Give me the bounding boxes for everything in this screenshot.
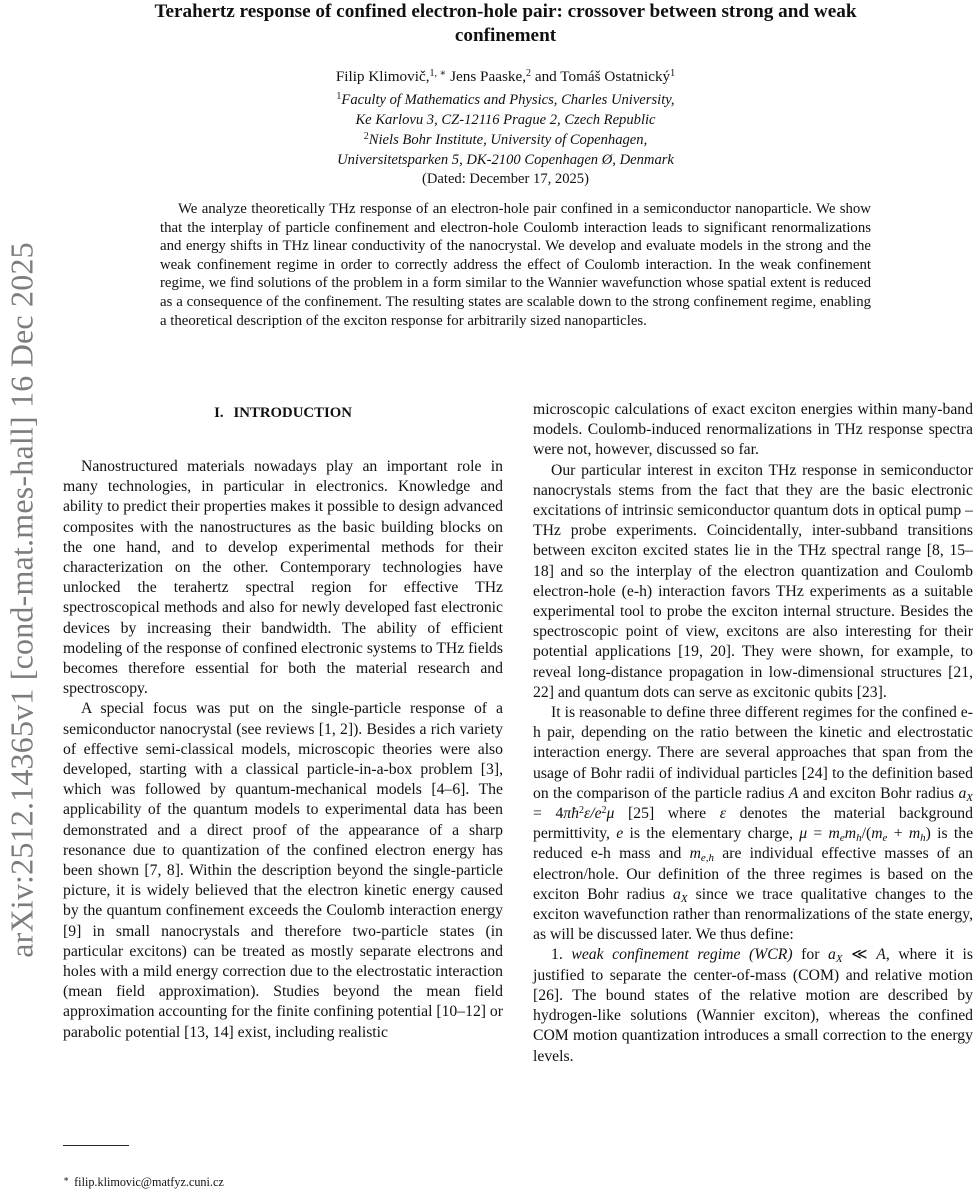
text-run: are individual effective masses of an electron/hole. Our definition of the three regimes is based on the exciton Bohr radius xyxy=(533,845,973,903)
math-bohr-radius-formula: $a_X$ = $4\pi ħ^2\varepsilon/e^2\mu$ xyxy=(533,784,973,823)
author-list xyxy=(60,68,951,86)
text-run: for xyxy=(801,946,820,964)
affiliation-text: Niels Bohr Institute, University of Copenhagen, xyxy=(368,132,648,148)
arxiv-id: arXiv:2512.14365v1 [cond-mat.mes-hall] 16 Dec 2025 xyxy=(3,242,40,958)
left-column xyxy=(63,400,503,1043)
text-run: is the reduced e-h mass and xyxy=(533,825,973,863)
author-name: Filip Klimovič, xyxy=(335,68,430,85)
author-affiliation-mark: 1 xyxy=(670,68,676,79)
author-name: Jens Paaske, xyxy=(450,68,527,85)
paragraph-wcr xyxy=(533,945,973,1066)
text-run: since we trace qualitative changes to the exciton wavefunction rather than renormalizations of the state energy, as will be discussed later. We thus define: xyxy=(533,885,973,944)
text-run: denotes the material background permittivity, xyxy=(533,805,973,843)
text-run: and exciton Bohr radius xyxy=(802,784,955,802)
text-run: is the elementary charge, xyxy=(629,825,794,843)
affiliation-2-line-2 xyxy=(60,151,951,169)
paragraph: microscopic calculations of exact exciton energies within many-band models. Coulomb-induced renormalizations in THz response spectra were not, however, discussed so far. xyxy=(533,401,973,459)
footnote-divider xyxy=(63,1145,129,1146)
text-run: where it is justified to separate the center-of-mass (COM) and relative motion [26]. The bound states of the relative motion are described by hydrogen-like solutions (Wannier exciton), whereas the confined COM motion quantization introduces a small correction to the energy levels. xyxy=(533,946,973,1065)
affiliation-text: Ke Karlovu 3, CZ-12116 Prague 2, Czech Republic xyxy=(355,112,656,128)
paragraph: Nanostructured materials nowadays play an important role in many technologies, in particular in electronics. Knowledge and ability to predict their properties makes it possible to design advanced composites with the nanostructures as the basic building blocks on the one hand, and to develop experimental methods for their characterization on the other. Contemporary technologies have unlocked the terahertz spectral region for effective THz spectroscopical methods and also for newly developed fast electronic devices by increasing their bandwidth. The ability of efficient modeling of the response of confined electronic systems to THz fields becomes therefore essential for both the material research and spectroscopy. xyxy=(63,458,503,698)
math-e: e xyxy=(616,825,624,843)
affiliation-text: Universitetsparken 5, DK-2100 Copenhagen Ø, Denmark xyxy=(337,152,674,168)
author-name: and Tomáš Ostatnický xyxy=(534,68,671,85)
math-wcr-condition: $a_X$ ≪ A, xyxy=(828,946,890,966)
author-affiliation-mark: 1, ∗ xyxy=(429,68,447,79)
section-title: INTRODUCTION xyxy=(233,405,352,421)
affiliation-mark: 1 xyxy=(336,91,342,102)
math-A: A xyxy=(788,784,799,802)
affiliation-1-line-2 xyxy=(60,111,951,129)
right-column xyxy=(533,400,973,1067)
title-line-2: confinement xyxy=(454,25,557,46)
affiliation-2-line-1 xyxy=(60,131,951,149)
text-run: It is reasonable to define three different regimes for the confined e-h pair, depending on the ratio between the kinetic and electrostatic interaction energy. There are several approaches that span from the usage of Bohr radii of individual particles [24] to the definition based on the comparison of the particle radius xyxy=(533,704,973,802)
section-heading xyxy=(63,400,503,426)
paragraph: Our particular interest in exciton THz response in semiconductor nanocrystals stems from the fact that they are the basic electronic excitations of intrinsic semiconductor quantum dots in optical pump – THz probe experiments. Coincidentally, inter-subband transitions between exciton excited states lie in the THz spectral range [8, 15–18] and so the interplay of the electron quantization and Coulomb electron-hole (e-h) interaction favors THz experiments as a suitable experimental tool to probe the exciton internal structure. Besides the spectroscopic point of view, excitons are also interesting for their potential applications [19, 20]. They were shown, for example, to reveal long-distance propagation in low-dimensional structures [21, 22] and quantum dots can serve as excitonic qubits [23]. xyxy=(533,461,973,701)
footnote xyxy=(63,1175,224,1190)
math-epsilon: ε xyxy=(719,805,726,823)
affiliation-mark: 2 xyxy=(363,131,369,142)
paragraph: A special focus was put on the single-particle response of a semiconductor nanocrystal (see reviews [1, 2]). Besides a rich variety of effective semi-classical models, microscopic theories were also developed, starting with a classical particle-in-a-box problem [3], which was followed by quantum-mechanical models [4–6]. The applicability of the quantum models to experimental data has been demonstrated and a direct proof of the appearance of a sharp resonance due to quantization of the confined electron energy has been shown [7, 8]. Within the description beyond the single-particle picture, it is widely believed that the electron kinetic energy caused by the quantum confinement exceeds the Coulomb interaction energy [9] in small nanocrystals and therefore two-particle states (in particular excitons) can be treated as mostly separate electrons and holes with a mild energy correction due to the electrostatic interaction (mean field approximation). Studies beyond the mean field approximation accounting for the finite confining potential [10–12] or parabolic potential [13, 14] exist, including realistic xyxy=(63,700,504,1041)
paragraph-regimes xyxy=(533,703,973,945)
math-reduced-mass: $\mu = m_em_h/(m_e + m_h)$ xyxy=(799,825,931,845)
affiliation-1-line-1 xyxy=(60,91,951,109)
regime-term: weak confinement regime (WCR) xyxy=(571,946,793,964)
section-number: I. xyxy=(214,405,224,421)
dated-line: (Dated: December 17, 2025) xyxy=(422,171,589,187)
text-run: [25] where xyxy=(628,805,707,823)
math-m-eh: $m_{e,h}$ xyxy=(689,845,715,865)
footnote-email: filip.klimovic@matfyz.cuni.cz xyxy=(74,1175,224,1189)
arxiv-sidebar-stamp xyxy=(0,200,44,1000)
math-a-x: $a_X$ xyxy=(673,885,688,905)
list-number: 1. xyxy=(551,946,563,964)
paper-title xyxy=(60,0,951,48)
footnote-mark: ∗ xyxy=(63,1174,70,1184)
author-affiliation-mark: 2 xyxy=(526,68,532,79)
title-line-1: Terahertz response of confined electron-hole pair: crossover between strong and weak xyxy=(154,1,857,22)
affiliation-text: Faculty of Mathematics and Physics, Charles University, xyxy=(341,92,675,108)
abstract: We analyze theoretically THz response of an electron-hole pair confined in a semiconductor nanoparticle. We show that the interplay of particle confinement and electron-hole Coulomb interaction leads to significant renormalizations and energy shifts in THz linear conductivity of the nanocrystal. We develop and evaluate models in the strong and the weak confinement regime in order to correctly address the effect of Coulomb interaction. In the weak confinement regime, we find solutions of the problem in a form similar to the Wannier wavefunction whose spatial extent is reduced as a consequence of the confinement. The resulting states are scalable down to the strong confinement regime, enabling a theoretical description of the exciton response for arbitrarily sized nanoparticles. xyxy=(160,201,871,329)
